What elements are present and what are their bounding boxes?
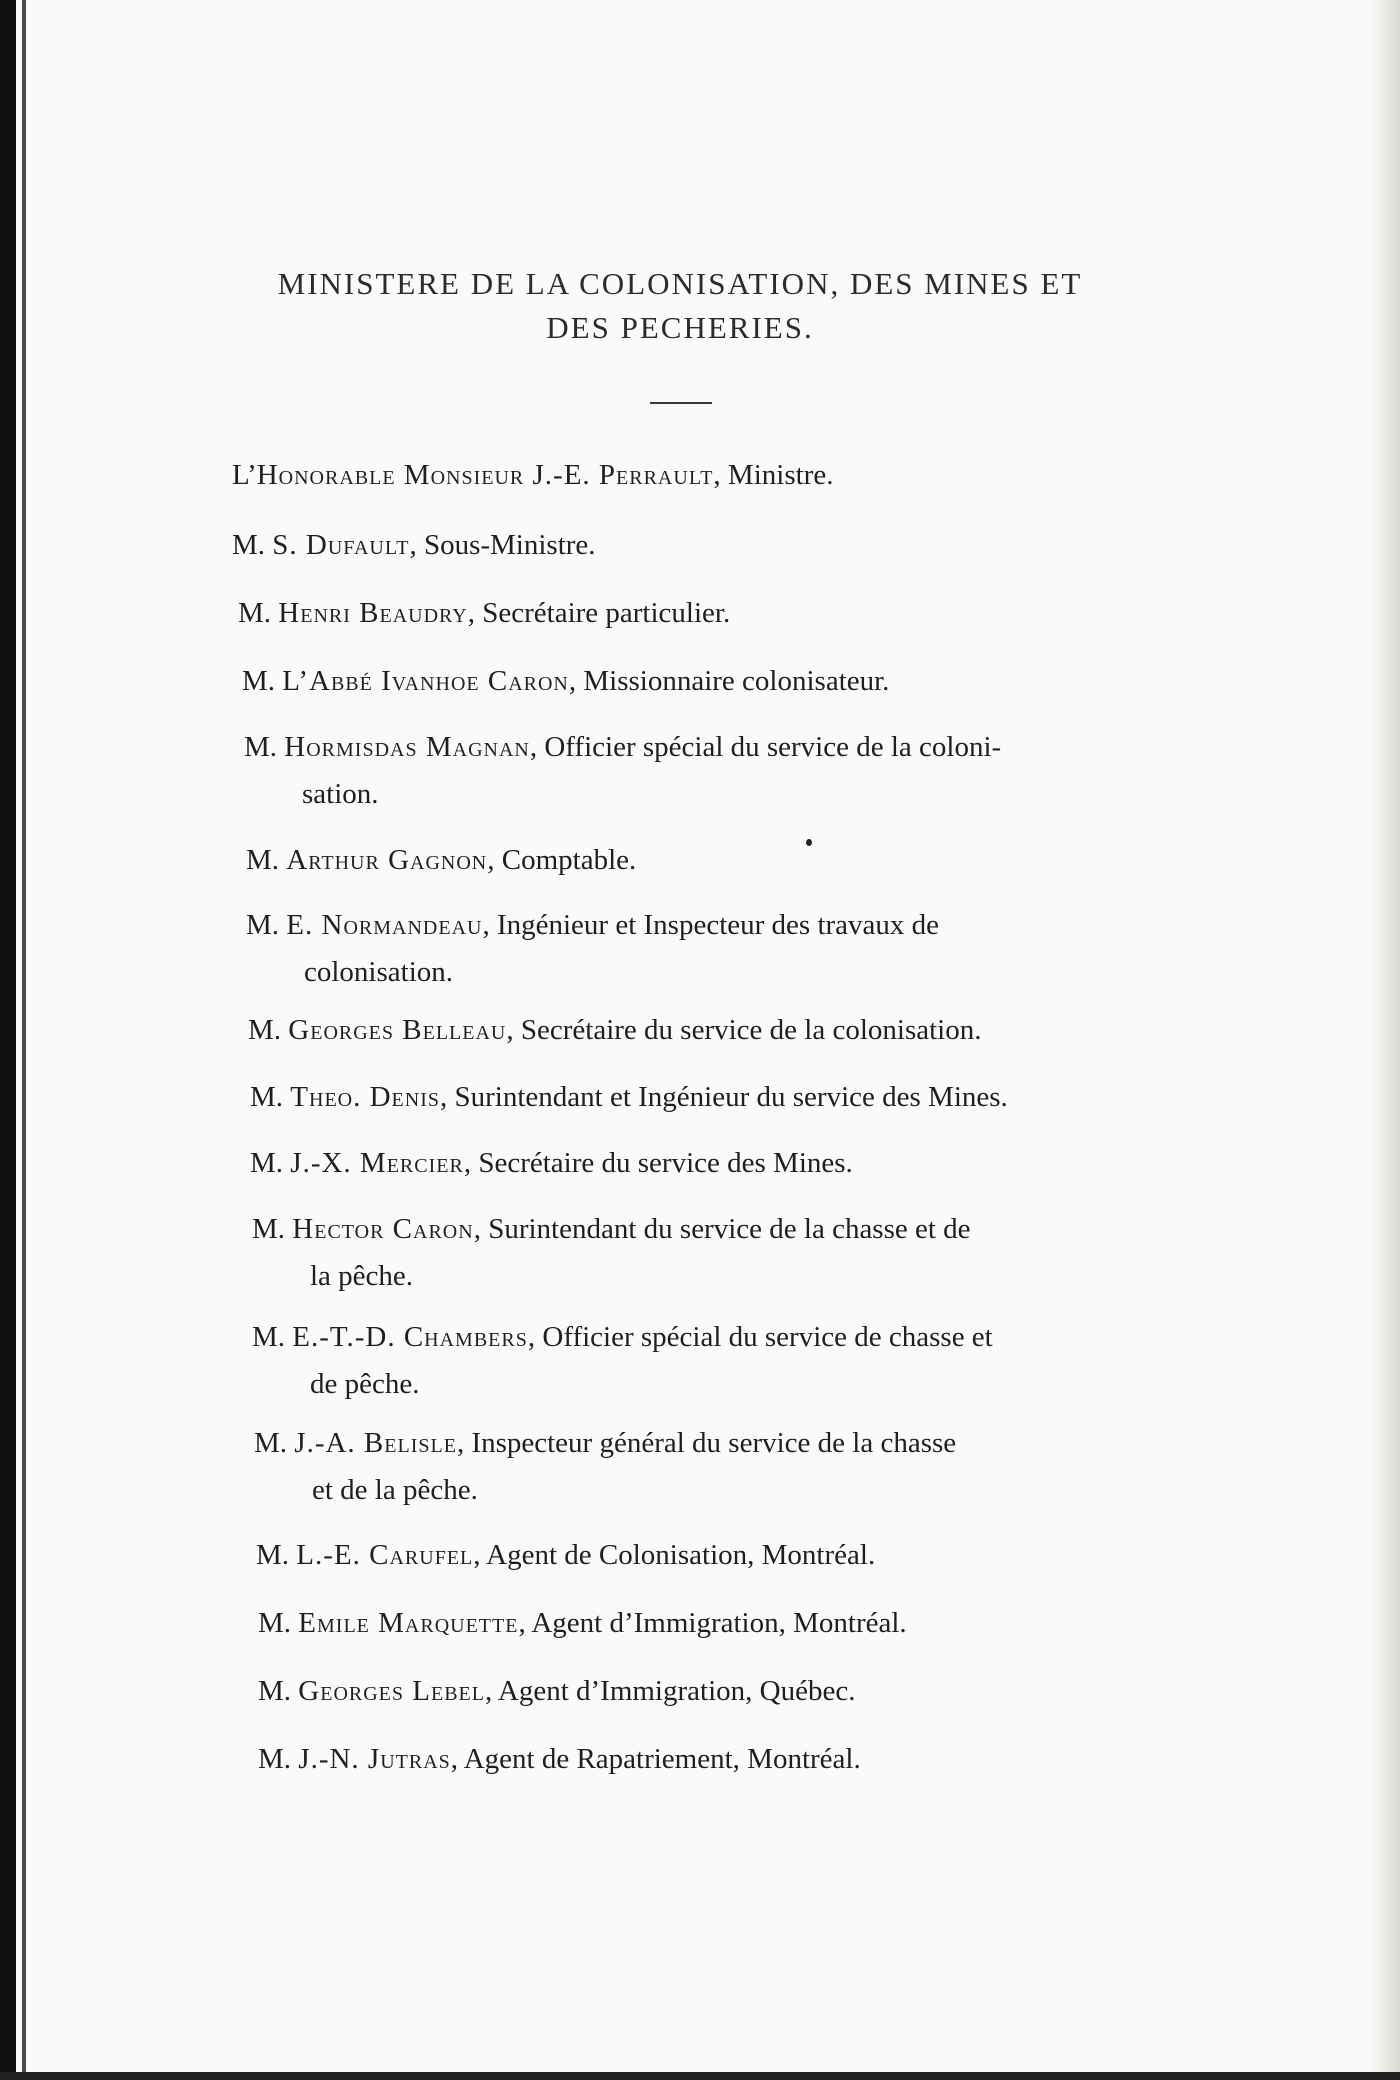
title-divider [650, 402, 712, 404]
entry-name: Georges Belleau [288, 1014, 507, 1046]
staff-entry [232, 522, 596, 569]
entry-prefix: M. [242, 665, 283, 697]
staff-entry [250, 1074, 1008, 1121]
page-title [180, 262, 1180, 350]
staff-entry [252, 1206, 971, 1300]
entry-name: J.-A. Belisle [294, 1427, 457, 1459]
entry-name: Georges Lebel [298, 1675, 485, 1707]
staff-entry [246, 902, 939, 996]
entry-name: J.-N. Jutras [298, 1743, 451, 1775]
entry-role: , Officier spécial du service de chasse et [527, 1321, 993, 1353]
entry-name: Henri Beaudry [278, 597, 468, 629]
entry-role: , Sous-Ministre. [409, 529, 596, 561]
staff-entry [232, 452, 833, 499]
entry-continuation: de pêche. [310, 1368, 420, 1400]
entry-continuation: colonisation. [304, 956, 454, 988]
entry-role: , Missionnaire colonisateur. [568, 665, 890, 697]
entry-prefix: M. [254, 1427, 295, 1459]
entry-role: , Ministre. [713, 459, 834, 491]
staff-entry [258, 1668, 855, 1715]
scan-left-edge [0, 0, 16, 2080]
entry-name: J.-X. Mercier [290, 1147, 464, 1179]
entry-role: , Agent de Colonisation, Montréal. [473, 1539, 876, 1571]
entry-role: , Agent de Rapatriement, Montréal. [450, 1743, 861, 1775]
staff-entry [252, 1314, 993, 1408]
entry-role: , Comptable. [487, 844, 637, 876]
entry-prefix: M. [246, 909, 287, 941]
entry-prefix: M. [258, 1675, 299, 1707]
entry-prefix: M. [252, 1213, 293, 1245]
entry-role: , Agent d’Immigration, Montréal. [518, 1607, 907, 1639]
staff-entry [238, 590, 730, 637]
entry-role: , Secrétaire du service des Mines. [463, 1147, 853, 1179]
entry-name: Arthur Gagnon [286, 844, 488, 876]
entry-prefix: M. [232, 529, 273, 561]
entry-prefix: M. [256, 1539, 297, 1571]
entry-name: Honorable Monsieur J.-E. Perrault [256, 459, 714, 491]
entry-name: E. Normandeau [286, 909, 483, 941]
scan-speck [806, 839, 812, 846]
entry-prefix: M. [258, 1743, 299, 1775]
entry-name: L.-E. Carufel [296, 1539, 474, 1571]
entry-prefix: M. [244, 731, 285, 763]
entry-continuation: sation. [302, 778, 379, 810]
entry-name: Hormisdas Magnan [284, 731, 530, 763]
staff-entry [242, 658, 889, 705]
entry-continuation: la pêche. [310, 1260, 414, 1292]
staff-entry [258, 1736, 861, 1783]
staff-entry [248, 1007, 981, 1054]
entry-role: , Ingénieur et Inspecteur des travaux de [482, 909, 940, 941]
title-line-2: DES PECHERIES. [546, 310, 814, 345]
staff-entry [254, 1420, 956, 1514]
entry-name: E.-T.-D. Chambers [292, 1321, 528, 1353]
entry-role: , Agent d’Immigration, Québec. [484, 1675, 856, 1707]
entry-prefix: M. [248, 1014, 289, 1046]
entry-prefix: M. [246, 844, 287, 876]
staff-entry [250, 1140, 853, 1187]
staff-entry [244, 724, 1001, 818]
title-line-1: MINISTERE DE LA COLONISATION, DES MINES ET [277, 266, 1083, 301]
entry-name: Theo. Denis [290, 1081, 441, 1113]
entry-prefix: M. [252, 1321, 293, 1353]
binding-line [22, 0, 26, 2080]
entry-role: , Secrétaire particulier. [467, 597, 731, 629]
scan-bottom-edge [0, 2072, 1400, 2080]
entry-prefix: M. [250, 1147, 291, 1179]
page-right-shade [1370, 0, 1400, 2080]
staff-entry [246, 837, 636, 884]
entry-role: , Inspecteur général du service de la chasse [456, 1427, 957, 1459]
entry-continuation: et de la pêche. [312, 1474, 478, 1506]
entry-prefix: M. [258, 1607, 299, 1639]
entry-role: , Officier spécial du service de la coloni- [529, 731, 1002, 763]
entry-prefix: L’ [232, 459, 257, 491]
entry-name: S. Dufault [272, 529, 410, 561]
entry-role: , Surintendant du service de la chasse et de [473, 1213, 971, 1245]
staff-entry [258, 1600, 907, 1647]
entry-prefix: M. [250, 1081, 291, 1113]
entry-name: L’Abbé Ivanhoe Caron [282, 665, 569, 697]
entry-role: , Secrétaire du service de la colonisation. [506, 1014, 982, 1046]
entry-name: Emile Marquette [298, 1607, 519, 1639]
entry-name: Hector Caron [292, 1213, 474, 1245]
staff-entry [256, 1532, 875, 1579]
entry-prefix: M. [238, 597, 279, 629]
entry-role: , Surintendant et Ingénieur du service des Mines. [440, 1081, 1008, 1113]
